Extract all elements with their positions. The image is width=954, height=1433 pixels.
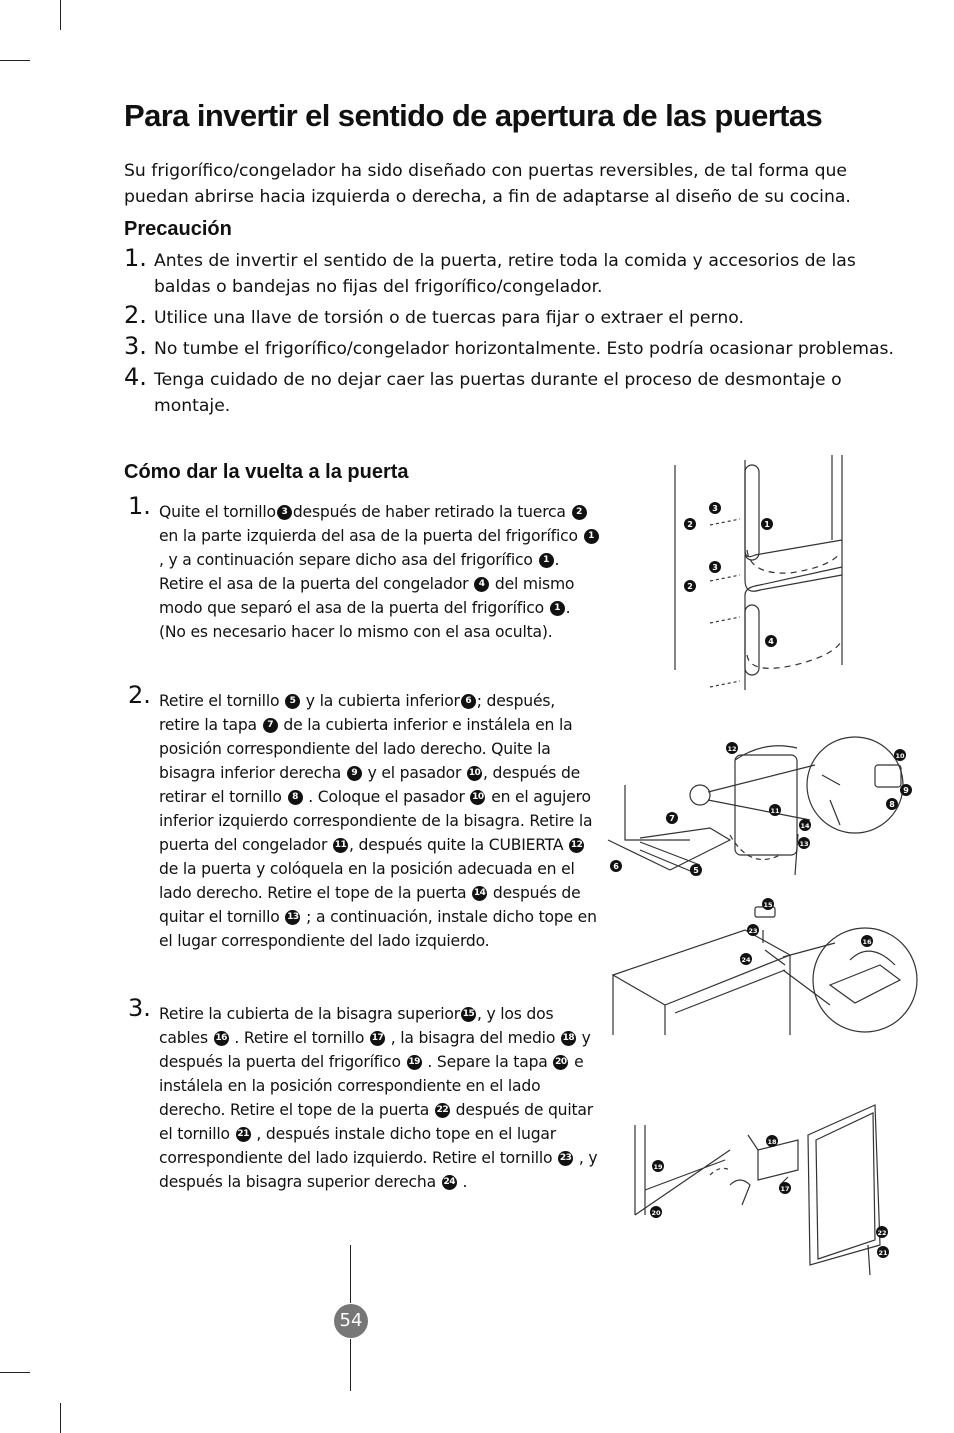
figure-callout-label: 13	[799, 840, 809, 848]
figure-callout	[740, 953, 752, 965]
step-number: 1.	[128, 492, 151, 520]
precaution-item-number: 1.	[124, 244, 147, 272]
figure-callout	[900, 784, 912, 796]
figure-callout-label: 4	[768, 637, 774, 646]
part-number-badge: 11	[333, 838, 348, 853]
figure-callout-label: 9	[903, 786, 909, 795]
figure-lower-hinge	[600, 730, 920, 890]
part-number-badge: 5	[285, 694, 300, 709]
figure-callout-label: 24	[741, 956, 751, 964]
figure-callout	[886, 798, 898, 810]
figure-callout	[798, 837, 810, 849]
figure-callout-label: 20	[651, 1209, 661, 1217]
part-number-badge: 1	[584, 529, 599, 544]
part-number-badge: 22	[435, 1103, 450, 1118]
intro-paragraph: Su frigorífico/congelador ha sido diseñado con puertas reversibles, de tal forma que puedan abrirse hacia izquierda o derecha, a fin de adaptarse al diseño de su cocina.	[124, 161, 851, 207]
figure-callout	[769, 804, 781, 816]
figure-callout	[762, 898, 774, 910]
figure-callout	[766, 1135, 778, 1147]
part-number-badge: 1	[550, 601, 565, 616]
figure-callout	[765, 635, 777, 647]
part-number-badge: 20	[553, 1055, 568, 1070]
part-number-badge: 16	[214, 1031, 229, 1046]
figure-callout-label: 22	[877, 1229, 887, 1237]
howto-heading: Cómo dar la vuelta a la puerta	[124, 461, 409, 483]
figure-top-hinge	[605, 895, 920, 1055]
figure-callout	[894, 749, 906, 761]
crop-mark	[350, 1339, 351, 1391]
step-number: 2.	[128, 681, 151, 709]
part-number-badge: 10	[470, 790, 485, 805]
step-number: 3.	[128, 994, 151, 1022]
figure-callout	[709, 561, 721, 573]
figure-callout	[861, 935, 873, 947]
crop-mark	[60, 0, 61, 30]
part-number-badge: 24	[442, 1175, 457, 1190]
part-number-badge: 14	[472, 886, 487, 901]
precaution-item-text: No tumbe el frigorífico/congelador horizontalmente. Esto podría ocasionar problemas.	[154, 339, 894, 359]
part-number-badge: 2	[572, 505, 587, 520]
figure-callout-label: 8	[889, 800, 895, 809]
figure-middle-hinge	[630, 1095, 900, 1285]
precaution-item	[124, 363, 904, 419]
figure-callout-label: 3	[712, 504, 718, 513]
figure-callout-label: 1	[764, 520, 770, 529]
part-number-badge: 1	[539, 553, 554, 568]
precaution-item-number: 2.	[124, 301, 147, 329]
part-number-badge: 15	[461, 1007, 476, 1022]
part-number-badge: 10	[467, 766, 482, 781]
part-number-badge: 9	[347, 766, 362, 781]
figure-callout	[761, 518, 773, 530]
part-number-badge: 8	[288, 790, 303, 805]
figure-callout	[684, 518, 696, 530]
crop-mark	[0, 60, 30, 61]
part-number-badge: 19	[407, 1055, 422, 1070]
part-number-badge: 6	[461, 694, 476, 709]
figure-callout-label: 14	[800, 822, 810, 830]
figure-callout	[684, 580, 696, 592]
part-number-badge: 17	[370, 1031, 385, 1046]
step-text: Retire la cubierta de la bisagra superior 15 , y los dos cables 16 . Retire el tornillo 17 , la bisagra del medio 18 y después la puerta del frigorífico 19 . Separe la tapa 20 e instálela en la posición correspondiente en el lado derecho. Retire el tope de la puerta 22 después de quitar el tornillo 21 , después instale dicho tope en el lugar correspondiente del lado izquierdo. Retire el tornillo 23 , y después la bisagra superior derecha 24 .	[159, 1005, 598, 1191]
figure-callout-label: 11	[770, 807, 780, 815]
precaution-item	[124, 301, 904, 331]
figure-callout	[726, 742, 738, 754]
figure-callout-label: 7	[669, 814, 675, 823]
part-number-badge: 23	[558, 1151, 573, 1166]
figure-callout-label: 2	[687, 582, 693, 591]
figure-callout-label: 3	[712, 563, 718, 572]
page-number: 54	[334, 1304, 368, 1338]
crop-mark	[350, 1245, 351, 1303]
figure-callout	[709, 502, 721, 514]
figure-callout	[876, 1226, 888, 1238]
figure-callout	[610, 860, 622, 872]
precaution-item-number: 4.	[124, 363, 147, 391]
part-number-badge: 12	[569, 838, 584, 853]
step-3	[124, 994, 600, 1194]
precaution-item-text: Tenga cuidado de no dejar caer las puertas durante el proceso de desmontaje o montaje.	[154, 370, 842, 416]
crop-mark	[0, 1372, 30, 1373]
figure-callout-label: 15	[763, 901, 773, 909]
precaution-item-number: 3.	[124, 332, 147, 360]
step-2	[124, 681, 600, 953]
figure-callout	[877, 1246, 889, 1258]
part-number-badge: 3	[277, 505, 292, 520]
figure-callout-label: 10	[895, 752, 905, 760]
step-text: Quite el tornillo 3 después de haber retirado la tuerca 2 en la parte izquierda del asa de la puerta del frigorífico 1, y a continuación separe dicho asa del frigorífico 1 . Retire el asa de la puerta del congelador 4 del mismo modo que separó el asa de la puerta del frigorífico 1 . (No es necesario hacer lo mismo con el asa oculta).	[124, 500, 600, 644]
precaution-item-text: Utilice una llave de torsión o de tuercas para fijar o extraer el perno.	[154, 308, 744, 328]
figure-callout	[652, 1160, 664, 1172]
precaution-item	[124, 244, 904, 300]
precaution-item-text: Antes de invertir el sentido de la puerta, retire toda la comida y accesorios de las baldas o bandejas no fijas del frigorífico/congelador.	[154, 251, 856, 297]
part-number-badge: 4	[474, 577, 489, 592]
figure-callout-label: 19	[653, 1163, 663, 1171]
figure-callout-label: 18	[767, 1138, 777, 1146]
figure-callout	[690, 864, 702, 876]
part-number-badge: 18	[561, 1031, 576, 1046]
figure-callout-label: 5	[693, 866, 699, 875]
page-title: Para invertir el sentido de apertura de las puertas	[124, 98, 823, 133]
precaution-list	[124, 244, 904, 424]
figure-callout	[666, 812, 678, 824]
precaution-heading: Precaución	[124, 218, 232, 240]
figure-callout	[650, 1206, 662, 1218]
figure-callout-label: 2	[687, 520, 693, 529]
figure-callout-label: 23	[748, 927, 758, 935]
figure-callout-label: 21	[878, 1249, 888, 1257]
figure-callout-label: 12	[727, 745, 737, 753]
figure-callout	[779, 1182, 791, 1194]
part-number-badge: 13	[285, 910, 300, 925]
precaution-item	[124, 332, 904, 362]
part-number-badge: 21	[236, 1127, 251, 1142]
figure-callout	[799, 819, 811, 831]
figure-callout-label: 6	[613, 862, 619, 871]
figure-door-handles	[670, 455, 860, 695]
figure-callout-label: 16	[862, 938, 872, 946]
step-text: Retire el tornillo 5 y la cubierta inferior 6 ; después, retire la tapa 7 de la cubierta inferior e instálela en la posición correspondiente del lado derecho. Quite la bisagra inferior derecha 9 y el pasador 10 , después de retirar el tornillo 8 . Coloque el pasador 10 en el agujero inferior izquierdo correspondiente de la bisagra. Retire la puerta del congelador 11 , después quite la CUBIERTA 12 de la puerta y colóquela en la posición adecuada en el lado derecho. Retire el tope de la puerta 14 después de quitar el tornillo 13 ; a continuación, instale dicho tope en el lugar correspondiente del lado izquierdo.	[159, 692, 597, 950]
figure-callout	[747, 924, 759, 936]
crop-mark	[60, 1403, 61, 1433]
figure-callout-label: 17	[780, 1185, 790, 1193]
part-number-badge: 7	[263, 718, 278, 733]
step-1	[124, 492, 600, 644]
